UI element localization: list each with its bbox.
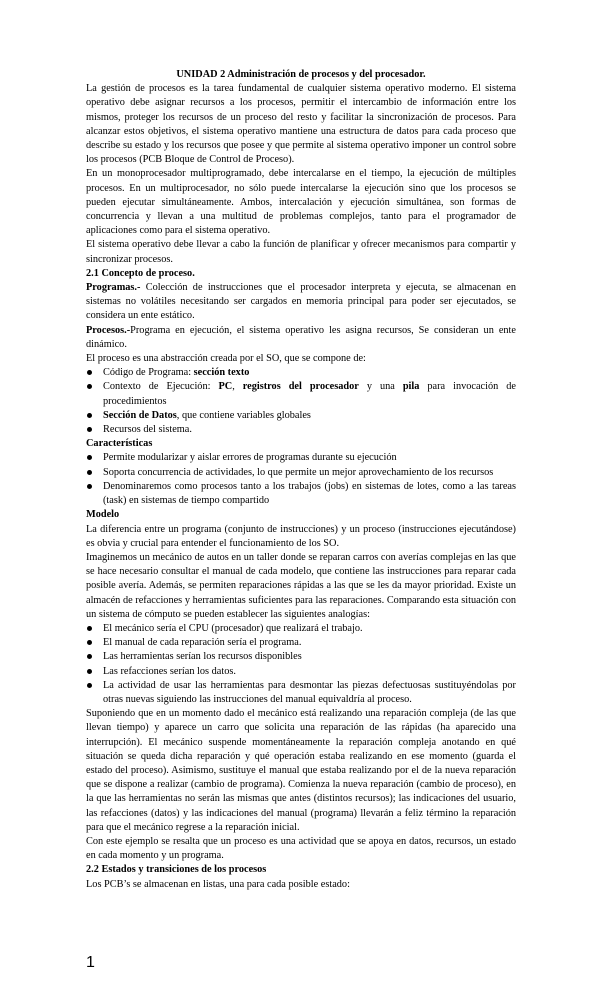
programas-definition [86, 281, 516, 324]
abstraccion-paragraph: El proceso es una abstracción creada por el SO, que se compone de: [86, 353, 366, 365]
bullet-icon [87, 413, 92, 418]
component-bold: PC [218, 381, 233, 393]
bullet-icon [87, 683, 92, 688]
list-item [86, 409, 516, 423]
component-bold: registros del procesador [242, 381, 359, 393]
list-item [86, 380, 516, 408]
list-item: El mecánico sería el CPU (procesador) que realizará el trabajo. [86, 622, 516, 636]
component-text: y una [358, 381, 403, 393]
component-bold: sección texto [193, 367, 250, 379]
componentes-list [86, 366, 516, 437]
modelo-paragraph-2: Imaginemos un mecánico de autos en un taller donde se reparan carros con averías complejas en las que se hace necesario consultar el manual de cada modelo, que contiene las instrucciones para reparar cada posible avería. Además, se permiten reparaciones rápidas a las que se les da mayor prioridad. Existe un almacén de refacciones y herramientas suficientes para las reparaciones. Comparando esta situación con un sistema de cómputo se pueden establecer las siguientes analogías: [86, 551, 516, 620]
intro-paragraph-3: El sistema operativo debe llevar a cabo la función de planificar y ofrecer mecanismos para compartir y sincronizar procesos. [86, 239, 516, 265]
component-bold: Sección de Datos [103, 409, 177, 421]
bullet-icon [87, 484, 92, 489]
component-text: para invocación de procedimientos [103, 381, 516, 407]
list-item: Las herramientas serían los recursos disponibles [86, 650, 516, 664]
bullet-icon [87, 669, 92, 674]
list-item [86, 423, 516, 437]
component-text: , que contiene variables globales [176, 409, 311, 421]
modelo-heading: Modelo [86, 509, 120, 521]
programas-label: Programas.- [86, 282, 141, 294]
document-page [86, 68, 516, 892]
component-bold: pila [402, 381, 420, 393]
bullet-icon [87, 640, 92, 645]
programas-text: Colección de instrucciones que el procesador interpreta y ejecuta, se almacenan en sistemas no volátiles necesitando ser cargados en memoria principal para poder ser ejecutados, se considera un ente estático. [86, 282, 516, 322]
bullet-icon [87, 654, 92, 659]
list-item: Permite modularizar y aislar errores de programas durante su ejecución [86, 451, 516, 465]
caracteristicas-heading: Características [86, 438, 153, 450]
list-item: Las refacciones serían los datos. [86, 665, 516, 679]
intro-paragraph-1: La gestión de procesos es la tarea fundamental de cualquier sistema operativo moderno. El sistema operativo debe asignar recursos a los procesos, permitir el intercambio de información entre los mismos, proteger los recursos de un proceso del resto y facilitar la sincronización de procesos. Para alcanzar estos objetivos, el sistema operativo mantiene una estructura de datos para cada proceso que describe su estado y los recursos que posee y que permite al sistema operativo imponer un control sobre los procesos (PCB Bloque de Control de Proceso). [86, 83, 516, 166]
modelo-paragraph-1: La diferencia entre un programa (conjunto de instrucciones) y un proceso (instrucciones ejecutándose) es obvia y crucial para entender el funcionamiento de los SO. [86, 523, 516, 549]
section-2-2-paragraph: Los PCB’s se almacenan en listas, una para cada posible estado: [86, 878, 350, 890]
component-text: , [232, 381, 243, 393]
intro-paragraph-2: En un monoprocesador multiprogramado, debe intercalarse en el tiempo, la ejecución de múltiples procesos. En un multiprocesador, no sólo puede intercalarse la ejecución sino que los procesos se pueden ejecutar simultáneamente. Ambos, intercalación y ejecución simultánea, son formas de concurrencia y llevan a una multitud de problemas complejos, tanto para el programador de aplicaciones como para el sistema operativo. [86, 168, 516, 237]
list-item: El manual de cada reparación sería el programa. [86, 636, 516, 650]
list-item: Soporta concurrencia de actividades, lo que permite un mejor aprovechamiento de los recursos [86, 466, 516, 480]
section-2-2-heading: 2.2 Estados y transiciones de los procesos [86, 864, 267, 876]
list-item: Denominaremos como procesos tanto a los trabajos (jobs) en sistemas de lotes, como a las tareas (task) en sistemas de tiempo compartido [86, 480, 516, 508]
page-number: 1 [86, 954, 95, 971]
procesos-text: Programa en ejecución, el sistema operativo les asigna recursos, Se consideran un ente dinámico. [86, 324, 516, 350]
bullet-icon [87, 470, 92, 475]
section-2-1-heading: 2.1 Concepto de proceso. [86, 267, 195, 279]
bullet-icon [87, 370, 92, 375]
bullet-icon [87, 427, 92, 432]
component-text: Contexto de Ejecución: [103, 381, 219, 393]
component-text: Recursos del sistema. [103, 424, 192, 436]
analogias-list [86, 622, 516, 707]
caracteristicas-list [86, 451, 516, 508]
modelo-paragraph-3: Suponiendo que en un momento dado el mecánico está realizando una reparación compleja (de las que llevan tiempo) y aparece un carro que solicita una reparación de las rápidas (ha aparecido una interrupción). El mecánico suspende momentáneamente la reparación compleja anotando en qué situación se queda dicha reparación y qué operación estaba realizando en ese momento (guarda el estado del proceso). Asimismo, sustituye el manual que estaba realizando por el de la nueva reparación que se dispone a realizar (cambio de programa). Comienza la nueva reparación (cambio de proceso), en la que las herramientas no serán las mismas que antes (distintos recursos); las indicaciones del usuario, las refacciones (datos) y las indicaciones del manual (programa) llevarán a feliz término la reparación para que el mecánico regrese a la reparación inicial. [86, 708, 516, 833]
document-title: UNIDAD 2 Administración de procesos y del procesador. [176, 69, 426, 80]
procesos-label: Procesos.- [86, 324, 131, 336]
bullet-icon [87, 626, 92, 631]
list-item [86, 366, 516, 380]
modelo-paragraph-4: Con este ejemplo se resalta que un proceso es una actividad que se apoya en datos, recursos, un estado en cada momento y un programa. [86, 835, 516, 862]
list-item: La actividad de usar las herramientas para desmontar las piezas defectuosas sustituyéndolas por otras nuevas siguiendo las instrucciones del manual equivaldría al proceso. [86, 679, 516, 707]
bullet-icon [87, 455, 92, 460]
component-text: Código de Programa: [103, 367, 194, 379]
procesos-definition [86, 324, 516, 352]
bullet-icon [87, 384, 92, 389]
